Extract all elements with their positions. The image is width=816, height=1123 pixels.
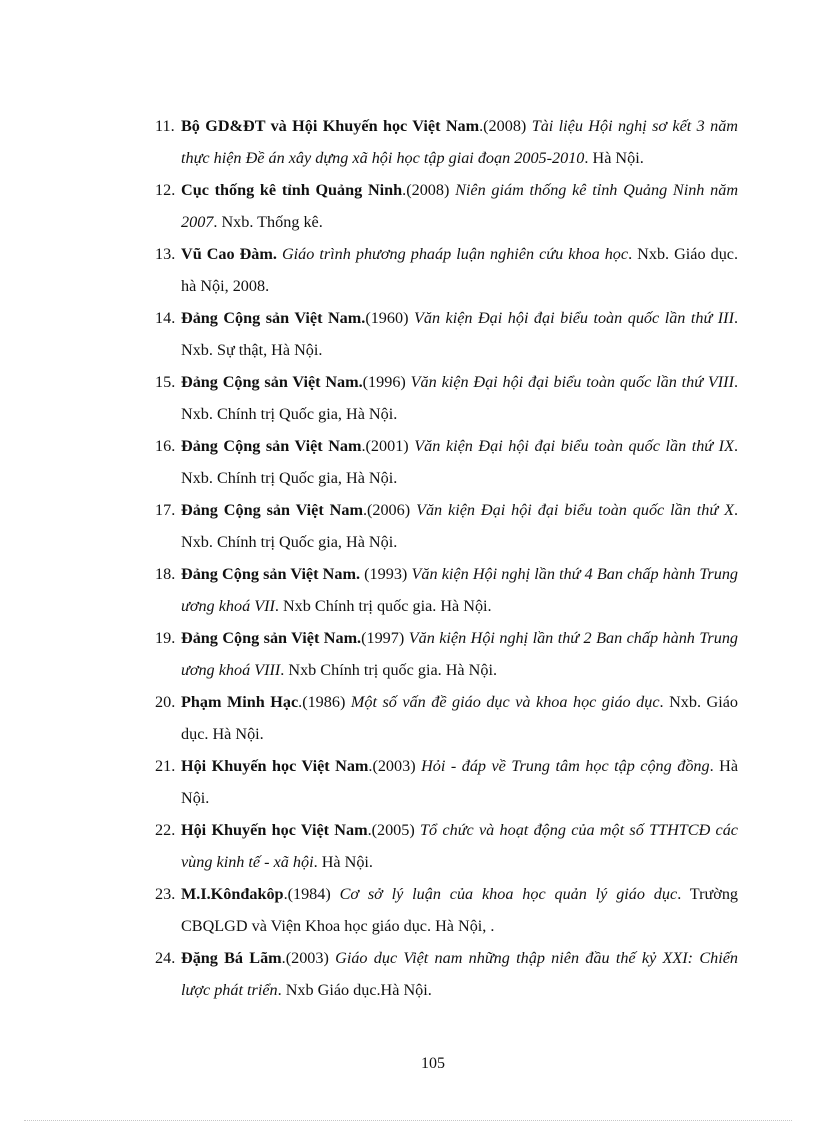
reference-title: Niên giám thống kê tỉnh Quảng Ninh năm 2007 xyxy=(181,181,739,231)
reference-item xyxy=(155,110,738,174)
reference-number: 23. xyxy=(155,885,176,903)
reference-author: Hội Khuyến học Việt Nam xyxy=(181,821,368,839)
reference-publisher: . Nxb. Giáo dục. hà Nội, 2008. xyxy=(181,245,739,295)
reference-title: Giáo trình phương phaáp luận nghiên cứu khoa học xyxy=(281,245,629,263)
reference-number: 11. xyxy=(155,117,175,135)
reference-list xyxy=(155,110,738,1006)
reference-publisher: . Trường CBQLGD và Viện Khoa học giáo dục. Hà Nội, . xyxy=(181,885,739,935)
reference-item xyxy=(155,494,738,558)
reference-title: Văn kiện Hội nghị lần thứ 4 Ban chấp hành Trung ương khoá VII xyxy=(181,565,739,615)
reference-author: Vũ Cao Đàm. xyxy=(181,245,277,263)
reference-author: Đảng Cộng sản Việt Nam. xyxy=(181,565,360,583)
reference-item xyxy=(155,302,738,366)
reference-title: Văn kiện Đại hội đại biểu toàn quốc lần thứ X xyxy=(416,501,734,519)
reference-year: (1996) xyxy=(362,373,411,391)
reference-author: Đảng Cộng sản Việt Nam xyxy=(181,501,363,519)
reference-publisher: . Nxb. Chính trị Quốc gia, Hà Nội. xyxy=(181,437,739,487)
reference-item xyxy=(155,366,738,430)
reference-publisher: . Hà Nội. xyxy=(181,757,739,807)
reference-number: 16. xyxy=(155,437,176,455)
reference-item xyxy=(155,622,738,686)
reference-item xyxy=(155,814,738,878)
reference-title: Hỏi - đáp về Trung tâm học tập cộng đồng xyxy=(421,757,710,775)
reference-title: Văn kiện Đại hội đại biểu toàn quốc lần thứ VIII xyxy=(410,373,734,391)
reference-year: .(2003) xyxy=(281,949,336,967)
reference-author: Phạm Minh Hạc xyxy=(181,693,299,711)
reference-publisher: . Nxb Chính trị quốc gia. Hà Nội. xyxy=(280,661,497,679)
reference-number: 24. xyxy=(155,949,176,967)
reference-title: Giáo dục Việt nam những thập niên đầu thế kỷ XXI: Chiến lược phát triển xyxy=(181,949,738,999)
reference-year: .(2001) xyxy=(361,437,415,455)
reference-year: .(2008) xyxy=(479,117,532,135)
reference-title: Tổ chức và hoạt động của một số TTHTCĐ các vùng kinh tế - xã hội xyxy=(181,821,738,871)
reference-title: Cơ sở lý luận của khoa học quản lý giáo dục xyxy=(339,885,678,903)
reference-publisher: . Nxb. Chính trị Quốc gia, Hà Nội. xyxy=(181,373,739,423)
reference-item xyxy=(155,750,738,814)
reference-title: Văn kiện Hội nghị lần thứ 2 Ban chấp hành Trung ương khoá VIII xyxy=(181,629,739,679)
reference-author: Hội Khuyến học Việt Nam xyxy=(181,757,369,775)
reference-author: Đảng Cộng sản Việt Nam. xyxy=(181,629,362,647)
reference-item xyxy=(155,174,738,238)
reference-number: 13. xyxy=(155,245,176,263)
reference-title: Văn kiện Đại hội đại biểu toàn quốc lần thứ III xyxy=(413,309,734,327)
page-number: 105 xyxy=(421,1055,445,1072)
reference-publisher: . Hà Nội. xyxy=(584,149,644,167)
reference-year: .(2003) xyxy=(368,757,422,775)
reference-year: (1960) xyxy=(365,309,414,327)
reference-publisher: . Nxb. Sự thật, Hà Nội. xyxy=(181,309,739,359)
reference-number: 12. xyxy=(155,181,176,199)
reference-number: 18. xyxy=(155,565,176,583)
reference-year: (1993) xyxy=(360,565,412,583)
reference-publisher: . Hà Nội. xyxy=(313,853,373,871)
reference-title: Văn kiện Đại hội đại biểu toàn quốc lần thứ IX xyxy=(414,437,734,455)
footer-divider xyxy=(24,1120,792,1121)
reference-item xyxy=(155,238,738,302)
reference-publisher: . Nxb Chính trị quốc gia. Hà Nội. xyxy=(274,597,492,615)
reference-item xyxy=(155,942,738,1006)
reference-title: Tài liệu Hội nghị sơ kết 3 năm thực hiện Đề án xây dựng xã hội học tập giai đoạn 2005-2010 xyxy=(181,117,738,167)
reference-author: M.I.Kônđakôp xyxy=(181,885,284,903)
reference-author: Cục thống kê tỉnh Quảng Ninh xyxy=(181,181,403,199)
reference-number: 17. xyxy=(155,501,176,519)
reference-number: 19. xyxy=(155,629,176,647)
reference-year: .(1984) xyxy=(283,885,340,903)
reference-author: Đảng Cộng sản Việt Nam. xyxy=(181,373,363,391)
reference-item xyxy=(155,430,738,494)
reference-year: .(2006) xyxy=(362,501,417,519)
reference-author: Đảng Cộng sản Việt Nam xyxy=(181,437,362,455)
reference-publisher: . Nxb. Thống kê. xyxy=(213,213,323,231)
reference-publisher: . Nxb. Giáo dục. Hà Nội. xyxy=(181,693,739,743)
reference-number: 14. xyxy=(155,309,176,327)
reference-publisher: . Nxb. Chính trị Quốc gia, Hà Nội. xyxy=(181,501,739,551)
reference-item xyxy=(155,558,738,622)
reference-number: 15. xyxy=(155,373,176,391)
reference-year: .(1986) xyxy=(298,693,351,711)
reference-year: .(2008) xyxy=(402,181,456,199)
reference-author: Đặng Bá Lãm xyxy=(181,949,282,967)
reference-item xyxy=(155,686,738,750)
reference-number: 20. xyxy=(155,693,176,711)
reference-item xyxy=(155,878,738,942)
reference-author: Đảng Cộng sản Việt Nam. xyxy=(181,309,366,327)
reference-year: (1997) xyxy=(361,629,409,647)
reference-author: Bộ GD&ĐT và Hội Khuyến học Việt Nam xyxy=(181,117,480,135)
reference-year: .(2005) xyxy=(367,821,421,839)
reference-title: Một số vấn đề giáo dục và khoa học giáo dục xyxy=(350,693,660,711)
reference-number: 22. xyxy=(155,821,176,839)
reference-publisher: . Nxb Giáo dục.Hà Nội. xyxy=(277,981,432,999)
reference-number: 21. xyxy=(155,757,176,775)
